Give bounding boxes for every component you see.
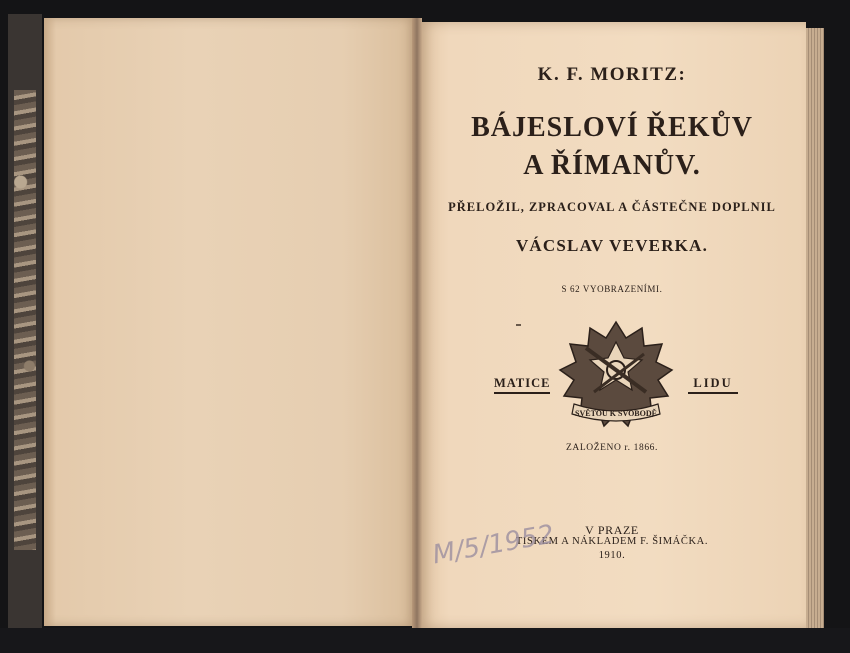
ink-mark [516,324,521,326]
page-shadow [44,18,56,626]
book-title-line1: BÁJESLOVÍ ŘEKŮV [471,112,753,143]
printer-line: TISKEM A NÁKLADEM F. ŠIMÁČKA. [515,536,709,547]
translator-name: VÁCSLAV VEVERKA. [515,236,709,255]
author-line: K. F. MORITZ: [537,64,687,85]
blank-left-page [44,18,416,626]
publisher-name-left: MATICE [494,376,550,394]
founded-line: ZALOŽENO r. 1866. [566,443,658,453]
handwritten-note: M/5/1952 [430,519,557,571]
publication-place: V PRAZE [585,523,639,537]
publisher-emblem-icon [556,318,676,430]
publication-year: 1910. [598,550,626,561]
translation-note: PŘELOŽIL, ZPRACOVAL A ČÁSTEČNE DOPLNIL [448,200,776,214]
page-stack-edge [806,28,824,628]
table-surface [0,628,850,653]
publisher-name-right: LIDU [688,376,738,394]
marbled-endpaper [14,90,36,550]
emblem-motto: SVĚTOU K SVOBODĚ [575,409,657,418]
illustrations-note: S 62 VYOBRAZENÍMI. [561,284,663,294]
book-title-line2: A ŘÍMANŮV. [523,150,701,181]
